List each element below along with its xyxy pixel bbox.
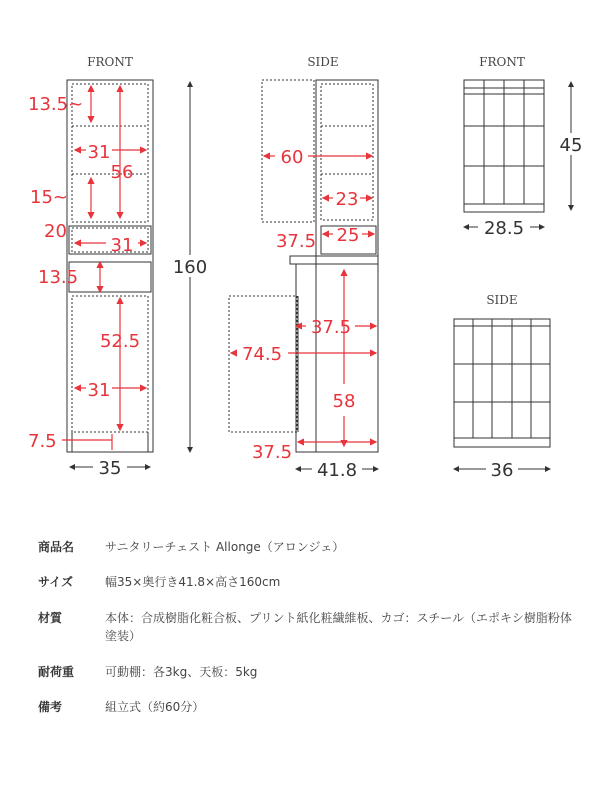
spec-label: 材質 — [38, 611, 63, 625]
spec-value: サニタリーチェスト Allonge（アロンジェ） — [105, 540, 345, 554]
side-dim-drawer-depth: 25 — [336, 225, 360, 246]
front-view-title: FRONT — [87, 55, 133, 69]
front-dim-upper-width: 31 — [87, 142, 111, 163]
front-dim-top-shelf: 13.5~ — [28, 94, 84, 115]
spec-label: サイズ — [38, 575, 74, 589]
basket-side-view — [454, 319, 550, 447]
side-dim-lower-depth: 37.5 — [310, 317, 352, 338]
front-dim-drawer-height: 20 — [44, 221, 67, 242]
side-dim-upper-depth: 23 — [335, 189, 359, 210]
side-dim-bottom-depth: 37.5 — [251, 442, 293, 463]
front-dim-mid-shelf: 15~ — [30, 187, 68, 208]
basket-dim-height: 45 — [559, 135, 583, 156]
front-dim-lower-height: 52.5 — [99, 331, 141, 352]
side-dim-lower-door: 74.5 — [241, 344, 283, 365]
basket-side-title: SIDE — [486, 293, 518, 307]
dim-total-height: 160 — [172, 257, 208, 278]
front-dim-upper-height: 56 — [110, 162, 134, 183]
front-dim-leg-height: 7.5 — [28, 431, 57, 452]
spec-label: 備考 — [38, 700, 63, 714]
spec-label: 耐荷重 — [38, 665, 75, 679]
front-dim-drawer-width: 31 — [110, 235, 134, 256]
spec-value: 組立式（約60分） — [105, 700, 205, 714]
spec-value: 本体：合成樹脂化粧合板、プリント紙化粧繊維板、カゴ：スチール（エポキシ樹脂粉体塗装） — [105, 611, 572, 643]
front-dim-lower-width: 31 — [87, 380, 111, 401]
spec-label: 商品名 — [38, 540, 75, 554]
side-dim-total-depth: 41.8 — [316, 460, 358, 481]
side-dim-lower-height: 58 — [332, 391, 356, 412]
side-view — [229, 80, 378, 452]
spec-value: 幅35×奥行き41.8×高さ160cm — [105, 575, 281, 589]
basket-dim-width: 28.5 — [483, 218, 525, 239]
side-dim-drawer-offset: 37.5 — [275, 231, 317, 252]
basket-front-view — [464, 80, 544, 212]
front-dim-total-width: 35 — [98, 458, 122, 479]
side-view-title: SIDE — [307, 55, 339, 69]
spec-value: 可動棚：各3kg、天板：5kg — [105, 665, 258, 679]
basket-front-title: FRONT — [479, 55, 525, 69]
front-dim-lower-gap: 13.5 — [38, 267, 79, 288]
basket-side-dim-width: 36 — [490, 460, 514, 481]
side-dim-upper-door: 60 — [280, 147, 304, 168]
